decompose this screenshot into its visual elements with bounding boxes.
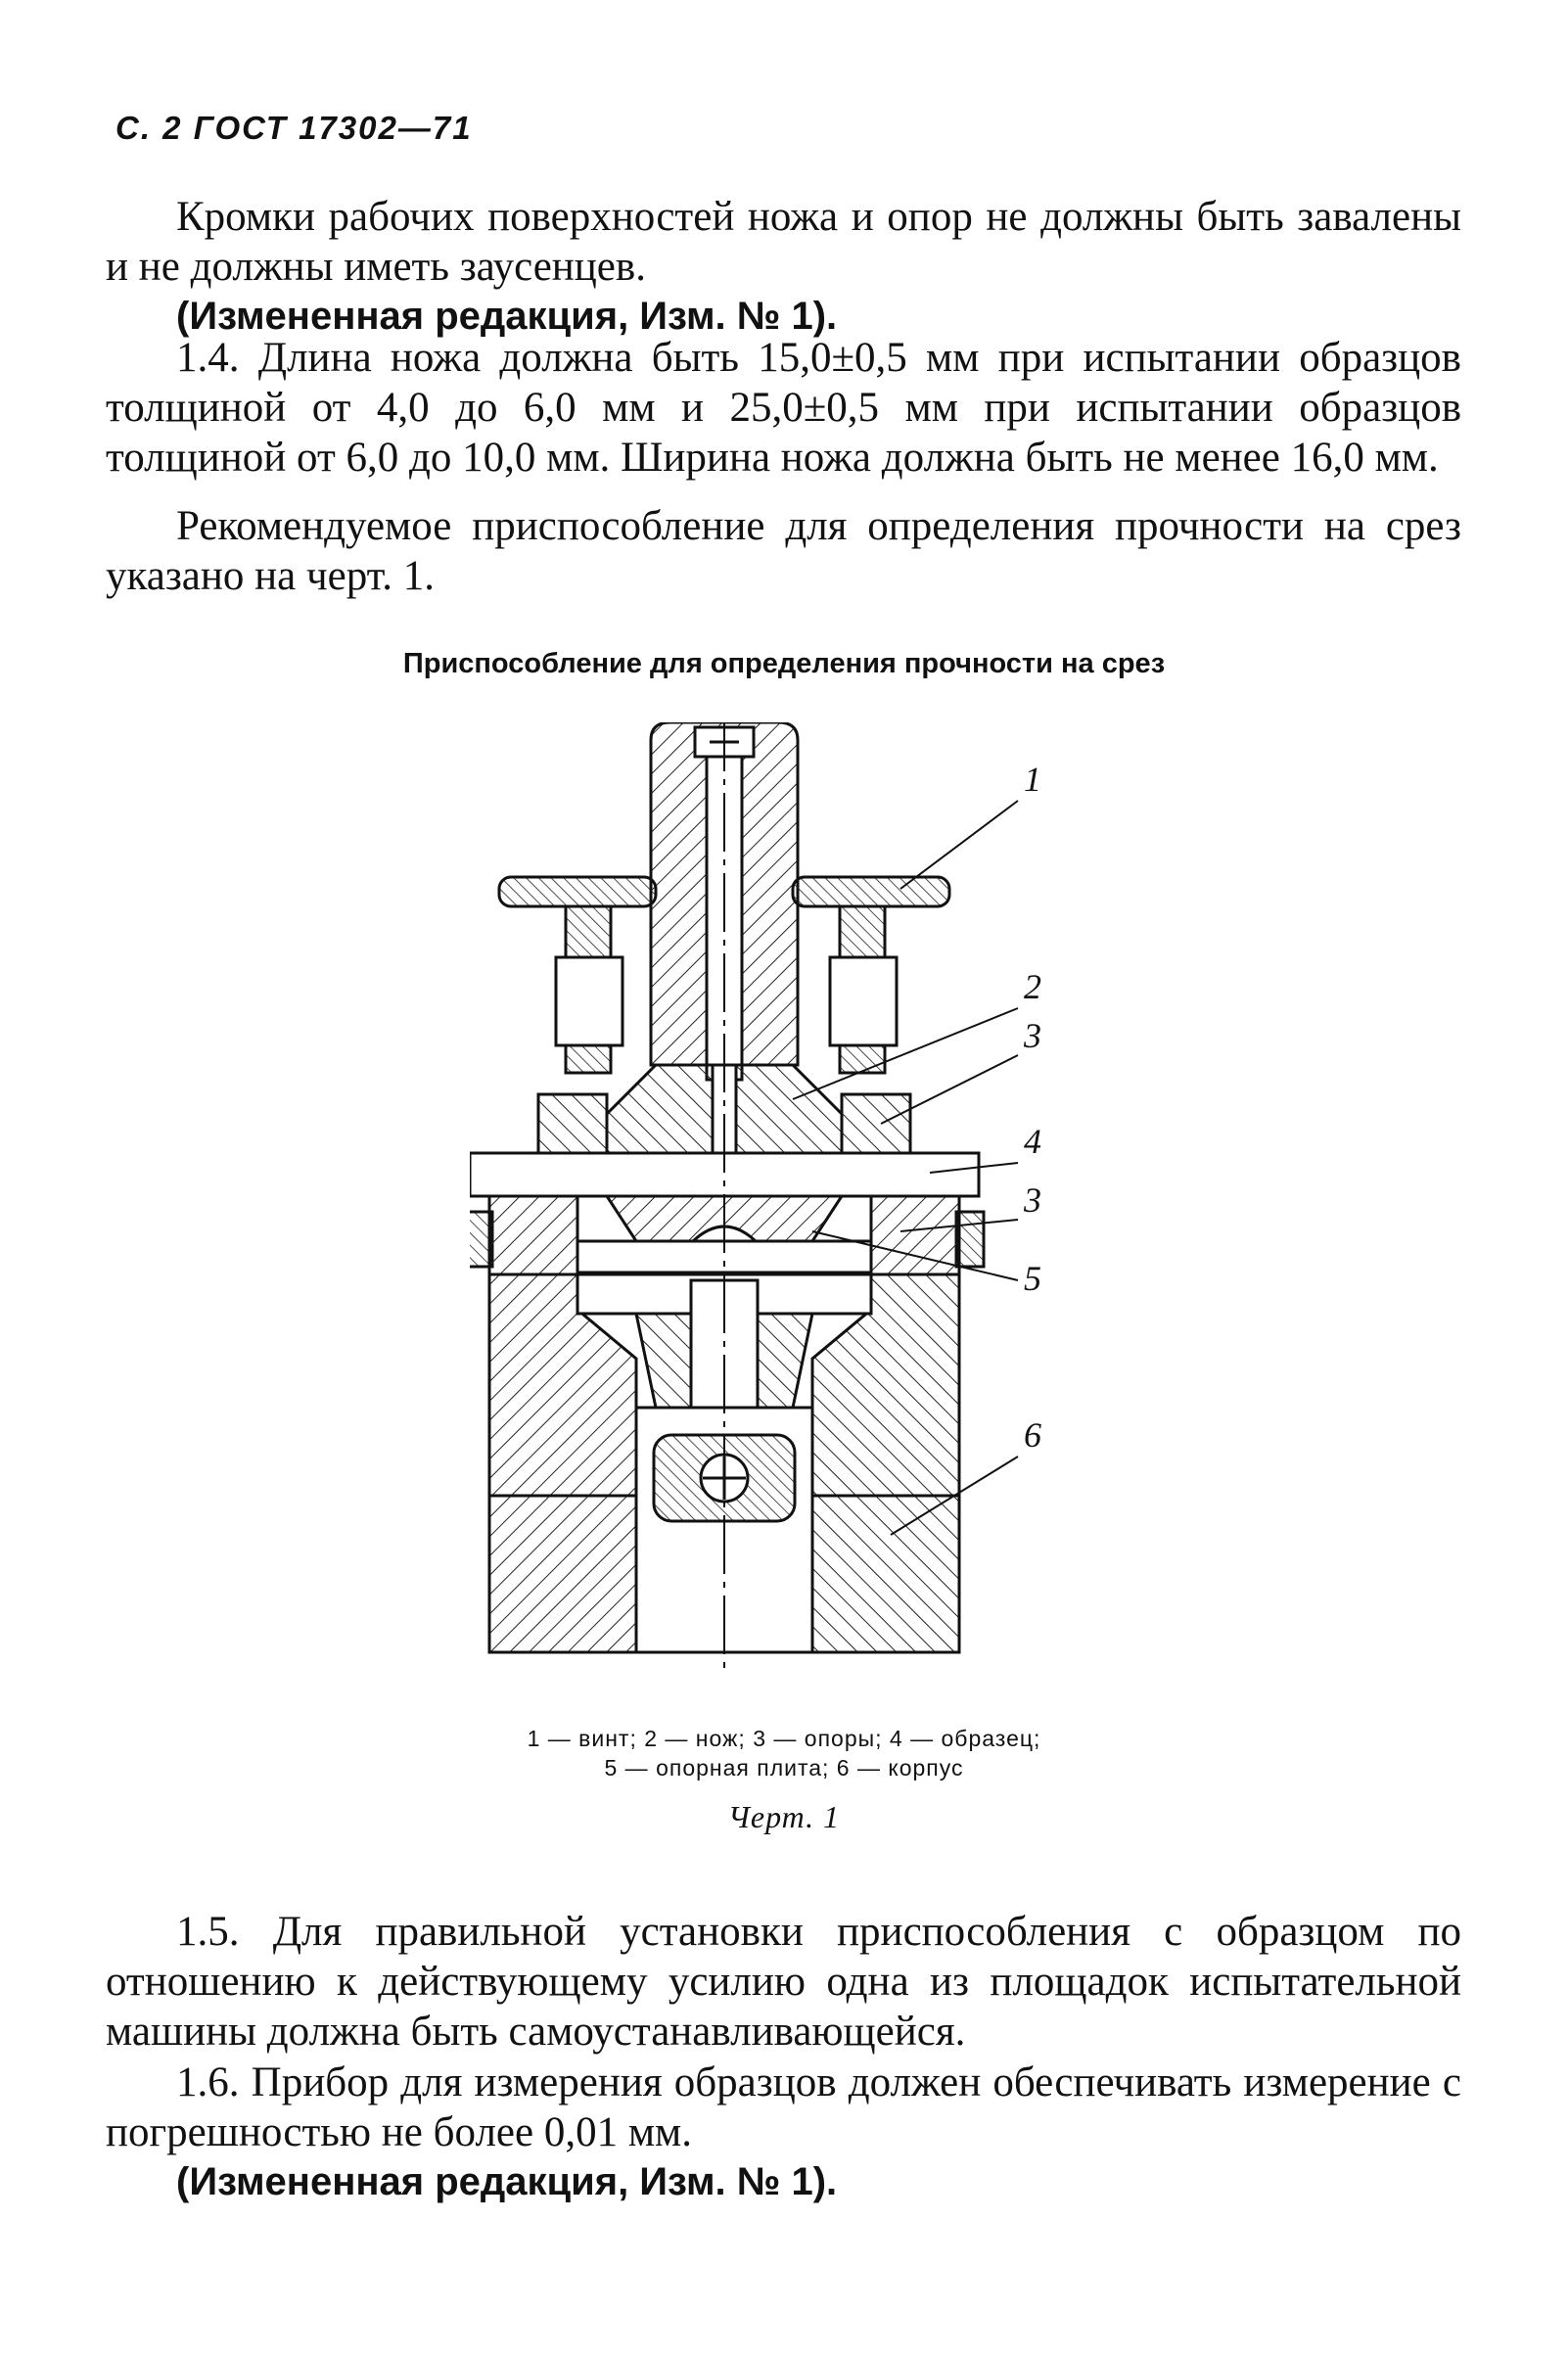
figure-legend-line-1: 1 — винт; 2 — нож; 3 — опоры; 4 — образец;	[527, 1726, 1041, 1751]
paragraph-recommended: Рекомендуемое приспособление для определения прочности на срез указано на черт. 1.	[106, 503, 1461, 599]
figure-caption: Черт. 1	[727, 1799, 841, 1834]
figure-legend-line-2: 5 — опорная плита; 6 — корпус	[604, 1755, 964, 1781]
edit-note-1: (Измененная редакция, Изм. № 1).	[176, 295, 838, 338]
label-knife: 2	[1024, 967, 1041, 1006]
paragraph-1-6: 1.6. Прибор для измерения образцов должен обеспечивать измерение с погрешностью не более 0,01 мм.	[106, 2059, 1461, 2155]
label-screw: 1	[1024, 760, 1041, 799]
figure-title: Приспособление для определения прочности на срез	[402, 648, 1166, 679]
edit-note-2: (Измененная редакция, Изм. № 1).	[176, 2160, 838, 2203]
paragraph-1-4: 1.4. Длина ножа должна быть 15,0±0,5 мм при испытании образцов толщиной от 4,0 до 6,0 мм и 25,0±0,5 мм при испытании образцов толщиной от 6,0 до 10,0 мм. Ширина ножа должна быть не менее 16,0 мм.	[106, 335, 1461, 481]
label-body: 6	[1024, 1415, 1041, 1455]
label-specimen: 4	[1024, 1122, 1041, 1161]
page-header: С. 2 ГОСТ 17302—71	[115, 110, 473, 146]
label-base-plate: 5	[1024, 1259, 1041, 1298]
label-supports-lower: 3	[1024, 1180, 1041, 1220]
paragraph-1-5: 1.5. Для правильной установки приспособления с образцом по отношению к действующему усилию одна из площадок испытательной машины должна быть самоустанавливающейся.	[106, 1909, 1461, 2055]
label-supports-upper: 3	[1024, 1016, 1041, 1055]
paragraph-edges: Кромки рабочих поверхностей ножа и опор не должны быть завалены и не должны иметь заусенцев.	[106, 194, 1461, 290]
shear-fixture-drawing	[470, 722, 1096, 1731]
